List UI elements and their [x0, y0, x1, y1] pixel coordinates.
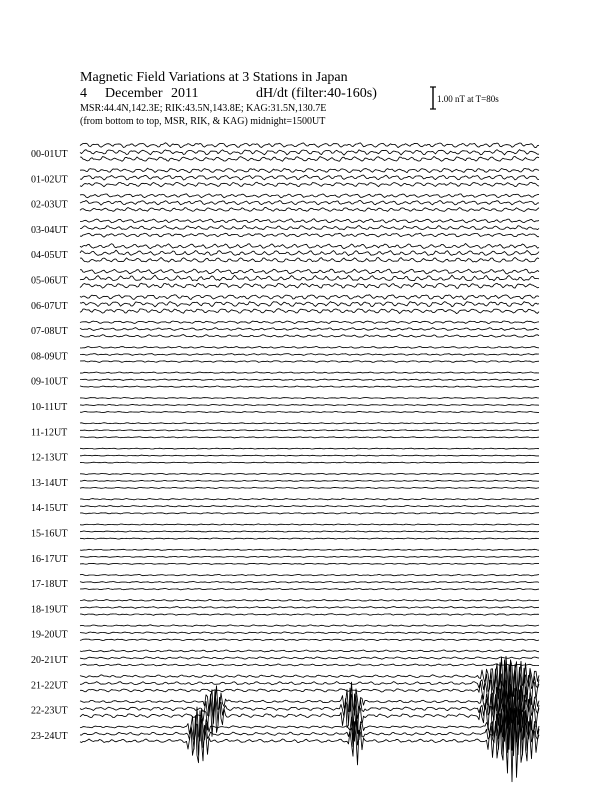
trace-MSR-15-16UT	[80, 538, 539, 539]
date-day: 4	[80, 86, 87, 101]
trace-MSR-05-06UT	[80, 283, 539, 288]
trace-RIK-01-02UT	[80, 175, 539, 180]
trace-KAG-00-01UT	[80, 143, 539, 148]
trace-KAG-10-11UT	[80, 398, 539, 399]
row-label-21-22UT: 21-22UT	[31, 680, 68, 692]
trace-KAG-06-07UT	[80, 295, 539, 300]
trace-RIK-12-13UT	[80, 455, 539, 456]
trace-RIK-03-04UT	[80, 226, 539, 230]
trace-MSR-07-08UT	[80, 335, 539, 338]
trace-KAG-14-15UT	[80, 499, 539, 500]
trace-RIK-07-08UT	[80, 328, 539, 331]
trace-RIK-15-16UT	[80, 531, 539, 532]
trace-MSR-03-04UT	[80, 233, 539, 237]
trace-KAG-08-09UT	[80, 347, 539, 349]
row-label-19-20UT: 19-20UT	[31, 629, 68, 641]
row-label-16-17UT: 16-17UT	[31, 553, 68, 565]
trace-RIK-08-09UT	[80, 354, 539, 356]
trace-KAG-02-03UT	[80, 194, 539, 198]
trace-MSR-20-21UT	[80, 664, 539, 666]
trace-KAG-11-12UT	[80, 423, 539, 424]
trace-RIK-18-19UT	[80, 607, 539, 609]
trace-RIK-06-07UT	[80, 302, 539, 307]
trace-KAG-12-13UT	[80, 448, 539, 449]
date-month: December	[105, 86, 163, 101]
trace-MSR-14-15UT	[80, 513, 539, 514]
trace-KAG-22-23UT	[80, 681, 539, 725]
row-label-00-01UT: 00-01UT	[31, 149, 68, 160]
row-label-15-16UT: 15-16UT	[31, 528, 68, 540]
trace-KAG-03-04UT	[80, 219, 539, 223]
trace-RIK-10-11UT	[80, 404, 539, 405]
trace-RIK-22-23UT	[80, 684, 539, 730]
trace-RIK-13-14UT	[80, 480, 539, 481]
trace-RIK-20-21UT	[80, 657, 539, 659]
trace-RIK-19-20UT	[80, 632, 539, 634]
trace-RIK-02-03UT	[80, 201, 539, 206]
row-label-10-11UT: 10-11UT	[31, 402, 68, 413]
trace-KAG-21-22UT	[80, 656, 539, 698]
trace-KAG-04-05UT	[80, 244, 539, 249]
trace-MSR-17-18UT	[80, 588, 539, 589]
scale-label: 1.00 nT at T=80s	[437, 94, 499, 104]
trace-RIK-04-05UT	[80, 250, 539, 255]
trace-KAG-07-08UT	[80, 321, 539, 324]
row-label-17-18UT: 17-18UT	[31, 579, 68, 591]
row-label-08-09UT: 08-09UT	[31, 351, 68, 363]
trace-MSR-13-14UT	[80, 487, 539, 488]
row-label-03-04UT: 03-04UT	[31, 224, 68, 236]
row-label-06-07UT: 06-07UT	[31, 300, 68, 312]
trace-MSR-12-13UT	[80, 462, 539, 463]
trace-RIK-09-10UT	[80, 379, 539, 380]
trace-RIK-05-06UT	[80, 275, 539, 281]
trace-KAG-05-06UT	[80, 269, 539, 274]
trace-MSR-01-02UT	[80, 182, 539, 187]
trace-RIK-17-18UT	[80, 582, 539, 583]
trace-RIK-21-22UT	[80, 661, 539, 703]
trace-RIK-00-01UT	[80, 150, 539, 156]
trace-KAG-23-24UT	[80, 705, 539, 755]
row-label-12-13UT: 12-13UT	[31, 452, 68, 464]
trace-RIK-23-24UT	[80, 708, 539, 755]
trace-RIK-14-15UT	[80, 506, 539, 507]
trace-KAG-18-19UT	[80, 600, 539, 602]
trace-MSR-21-22UT	[80, 660, 539, 723]
row-label-18-19UT: 18-19UT	[31, 604, 68, 616]
trace-KAG-19-20UT	[80, 625, 539, 627]
trace-MSR-06-07UT	[80, 309, 539, 314]
trace-MSR-11-12UT	[80, 437, 539, 438]
row-label-07-08UT: 07-08UT	[31, 326, 68, 338]
station-coordinates: MSR:44.4N,142.3E; RIK:43.5N,143.8E; KAG:31.5N,130.7E	[80, 103, 327, 114]
row-label-04-05UT: 04-05UT	[31, 250, 68, 262]
chart-subtitle: dH/dt (filter:40-160s)	[256, 86, 377, 101]
trace-RIK-11-12UT	[80, 430, 539, 431]
row-label-02-03UT: 02-03UT	[31, 199, 68, 211]
row-label-11-12UT: 11-12UT	[31, 427, 68, 439]
trace-MSR-23-24UT	[80, 709, 539, 782]
trace-KAG-01-02UT	[80, 168, 539, 173]
trace-KAG-16-17UT	[80, 549, 539, 550]
row-label-20-21UT: 20-21UT	[31, 655, 68, 666]
row-label-13-14UT: 13-14UT	[31, 477, 68, 489]
row-label-14-15UT: 14-15UT	[31, 503, 68, 515]
trace-MSR-08-09UT	[80, 361, 539, 363]
trace-MSR-18-19UT	[80, 614, 539, 616]
trace-KAG-20-21UT	[80, 650, 539, 652]
trace-KAG-15-16UT	[80, 524, 539, 525]
trace-MSR-19-20UT	[80, 639, 539, 641]
row-label-22-23UT: 22-23UT	[31, 705, 68, 717]
trace-KAG-13-14UT	[80, 474, 539, 475]
trace-MSR-16-17UT	[80, 563, 539, 564]
trace-MSR-09-10UT	[80, 386, 539, 387]
chart-title: Magnetic Field Variations at 3 Stations in Japan	[80, 70, 348, 85]
row-label-05-06UT: 05-06UT	[31, 275, 68, 287]
date-year: 2011	[171, 86, 199, 101]
row-label-09-10UT: 09-10UT	[31, 376, 68, 388]
trace-MSR-02-03UT	[80, 207, 539, 211]
trace-RIK-16-17UT	[80, 556, 539, 557]
trace-KAG-17-18UT	[80, 574, 539, 575]
row-label-23-24UT: 23-24UT	[31, 730, 68, 742]
trace-MSR-04-05UT	[80, 257, 539, 262]
trace-KAG-09-10UT	[80, 372, 539, 373]
trace-MSR-10-11UT	[80, 411, 539, 412]
trace-MSR-00-01UT	[80, 156, 539, 161]
station-order-note: (from bottom to top, MSR, RIK, & KAG) midnight=1500UT	[80, 116, 326, 127]
row-label-01-02UT: 01-02UT	[31, 174, 68, 186]
